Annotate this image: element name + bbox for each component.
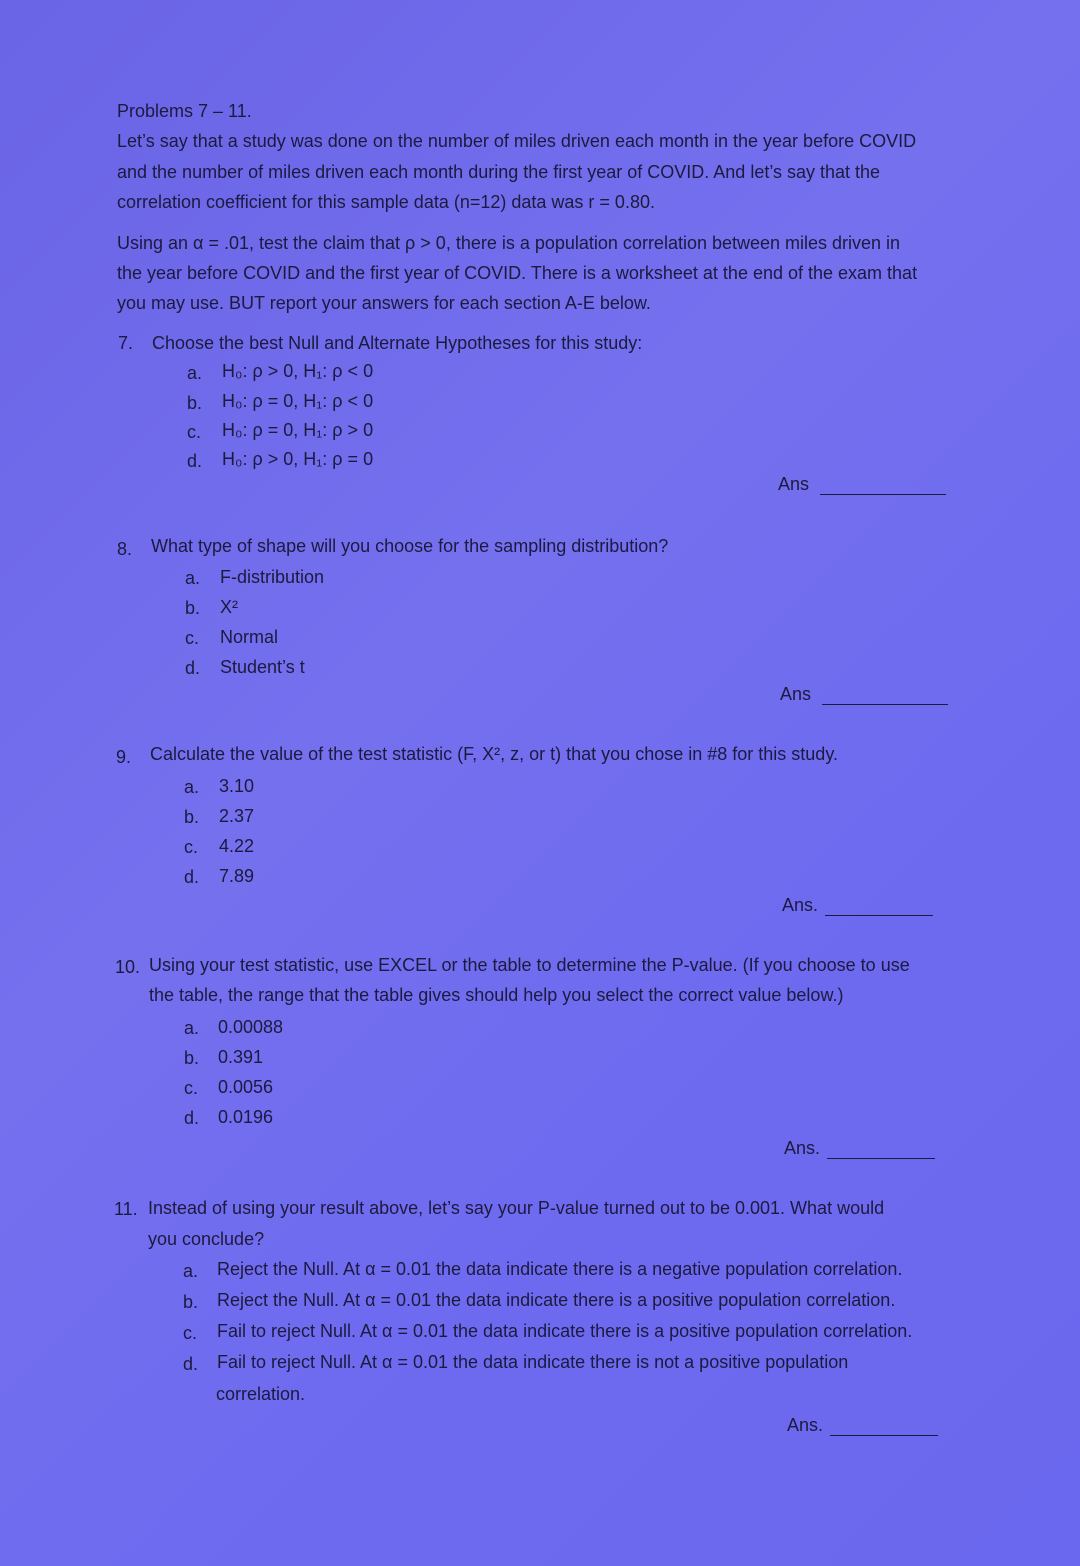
q7-option-c-letter: c. <box>187 422 202 442</box>
q7-answer[interactable] <box>778 473 946 495</box>
q7-option-d[interactable]: H₀: ρ > 0, H₁: ρ = 0 <box>222 449 374 469</box>
q10-answer-blank[interactable] <box>827 1140 935 1159</box>
q9-option-a[interactable]: 3.10 <box>219 776 255 796</box>
q11-option-c[interactable]: Fail to reject Null. At α = 0.01 the data indicate there is a positive population correlation. <box>217 1321 913 1341</box>
intro-line-2: and the number of miles driven each month during the first year of COVID. And let’s say that the <box>117 162 881 182</box>
q11-option-d-letter: d. <box>183 1354 199 1374</box>
q9-option-c[interactable]: 4.22 <box>219 836 255 856</box>
q9-option-d-letter: d. <box>184 867 200 887</box>
q7-option-a-letter: a. <box>187 363 203 383</box>
q7-answer-blank[interactable] <box>820 476 946 495</box>
q10-option-a-letter: a. <box>184 1018 200 1038</box>
q7-answer-label: Ans <box>778 474 810 494</box>
q8-answer[interactable] <box>780 683 948 705</box>
q7-option-d-letter: d. <box>187 451 203 471</box>
q11-option-b[interactable]: Reject the Null. At α = 0.01 the data indicate there is a positive population correlation. <box>217 1290 896 1310</box>
q8-option-b-letter: b. <box>185 598 201 618</box>
q8-option-c-letter: c. <box>185 628 200 648</box>
intro-line-3: correlation coefficient for this sample data (n=12) data was r = 0.80. <box>117 192 655 212</box>
q7-option-a[interactable]: H₀: ρ > 0, H₁: ρ < 0 <box>222 361 374 381</box>
q8-option-d[interactable]: Student’s t <box>220 657 305 677</box>
q9-prompt: Calculate the value of the test statistic (F, X², z, or t) that you chose in #8 for this study. <box>150 744 838 764</box>
q9-answer-blank[interactable] <box>825 897 933 916</box>
q10-answer[interactable] <box>784 1137 935 1159</box>
q8-option-c[interactable]: Normal <box>220 627 279 647</box>
q8-number: 8. <box>117 539 133 559</box>
intro-line-1: Let’s say that a study was done on the number of miles driven each month in the year before COVID <box>117 131 917 151</box>
q10-number: 10. <box>115 957 141 977</box>
q9-number: 9. <box>116 747 132 767</box>
q11-prompt-line-2: you conclude? <box>148 1229 265 1249</box>
q11-option-a[interactable]: Reject the Null. At α = 0.01 the data indicate there is a negative population correlation. <box>217 1259 903 1279</box>
claim-line-1: Using an α = .01, test the claim that ρ > 0, there is a population correlation between miles driven in <box>117 233 901 253</box>
q10-option-b[interactable]: 0.391 <box>218 1047 264 1067</box>
q8-option-a-letter: a. <box>185 568 201 588</box>
q7-option-b-letter: b. <box>187 393 203 413</box>
q11-number: 11. <box>114 1199 138 1219</box>
q9-answer-label: Ans. <box>782 895 819 915</box>
q10-prompt-line-2: the table, the range that the table gives should help you select the correct value below.) <box>149 985 844 1005</box>
q11-option-d[interactable]: Fail to reject Null. At α = 0.01 the data indicate there is not a positive population <box>217 1352 849 1372</box>
q9-option-d[interactable]: 7.89 <box>219 866 255 886</box>
q10-option-d-letter: d. <box>184 1108 200 1128</box>
q8-option-b[interactable]: X² <box>220 597 238 617</box>
q8-answer-label: Ans <box>780 684 812 704</box>
q7-option-c[interactable]: H₀: ρ = 0, H₁: ρ > 0 <box>222 420 374 440</box>
problems-title: Problems 7 – 11. <box>117 101 252 121</box>
q8-prompt: What type of shape will you choose for the sampling distribution? <box>151 536 669 556</box>
q8-option-d-letter: d. <box>185 658 201 678</box>
q11-answer-label: Ans. <box>787 1415 824 1435</box>
q7-number: 7. <box>118 333 134 353</box>
claim-line-2: the year before COVID and the first year of COVID. There is a worksheet at the end of the exam that <box>117 263 918 283</box>
claim-line-3: you may use. BUT report your answers for each section A-E below. <box>117 293 651 313</box>
q9-option-c-letter: c. <box>184 837 199 857</box>
q11-answer[interactable] <box>787 1414 938 1436</box>
q9-answer[interactable] <box>782 894 933 916</box>
q10-option-b-letter: b. <box>184 1048 200 1068</box>
q10-option-c[interactable]: 0.0056 <box>218 1077 274 1097</box>
q8-option-a[interactable]: F-distribution <box>220 567 325 587</box>
q11-option-b-letter: b. <box>183 1292 199 1312</box>
q9-option-a-letter: a. <box>184 777 200 797</box>
q11-prompt-line-1: Instead of using your result above, let’s say your P-value turned out to be 0.001. What would <box>148 1198 885 1218</box>
q9-option-b[interactable]: 2.37 <box>219 806 255 826</box>
q8-answer-blank[interactable] <box>822 686 948 705</box>
q11-answer-blank[interactable] <box>830 1417 938 1436</box>
q11-option-c-letter: c. <box>183 1323 198 1343</box>
q9-option-b-letter: b. <box>184 807 200 827</box>
q7-prompt: Choose the best Null and Alternate Hypotheses for this study: <box>152 333 643 353</box>
q7-option-b[interactable]: H₀: ρ = 0, H₁: ρ < 0 <box>222 391 374 411</box>
q10-prompt-line-1: Using your test statistic, use EXCEL or the table to determine the P-value. (If you choose to use <box>149 955 910 975</box>
q10-answer-label: Ans. <box>784 1138 821 1158</box>
q11-option-d-continued: correlation. <box>216 1384 306 1404</box>
q10-option-d[interactable]: 0.0196 <box>218 1107 274 1127</box>
q10-option-a[interactable]: 0.00088 <box>218 1017 284 1037</box>
q10-option-c-letter: c. <box>184 1078 199 1098</box>
q11-option-a-letter: a. <box>183 1261 199 1281</box>
